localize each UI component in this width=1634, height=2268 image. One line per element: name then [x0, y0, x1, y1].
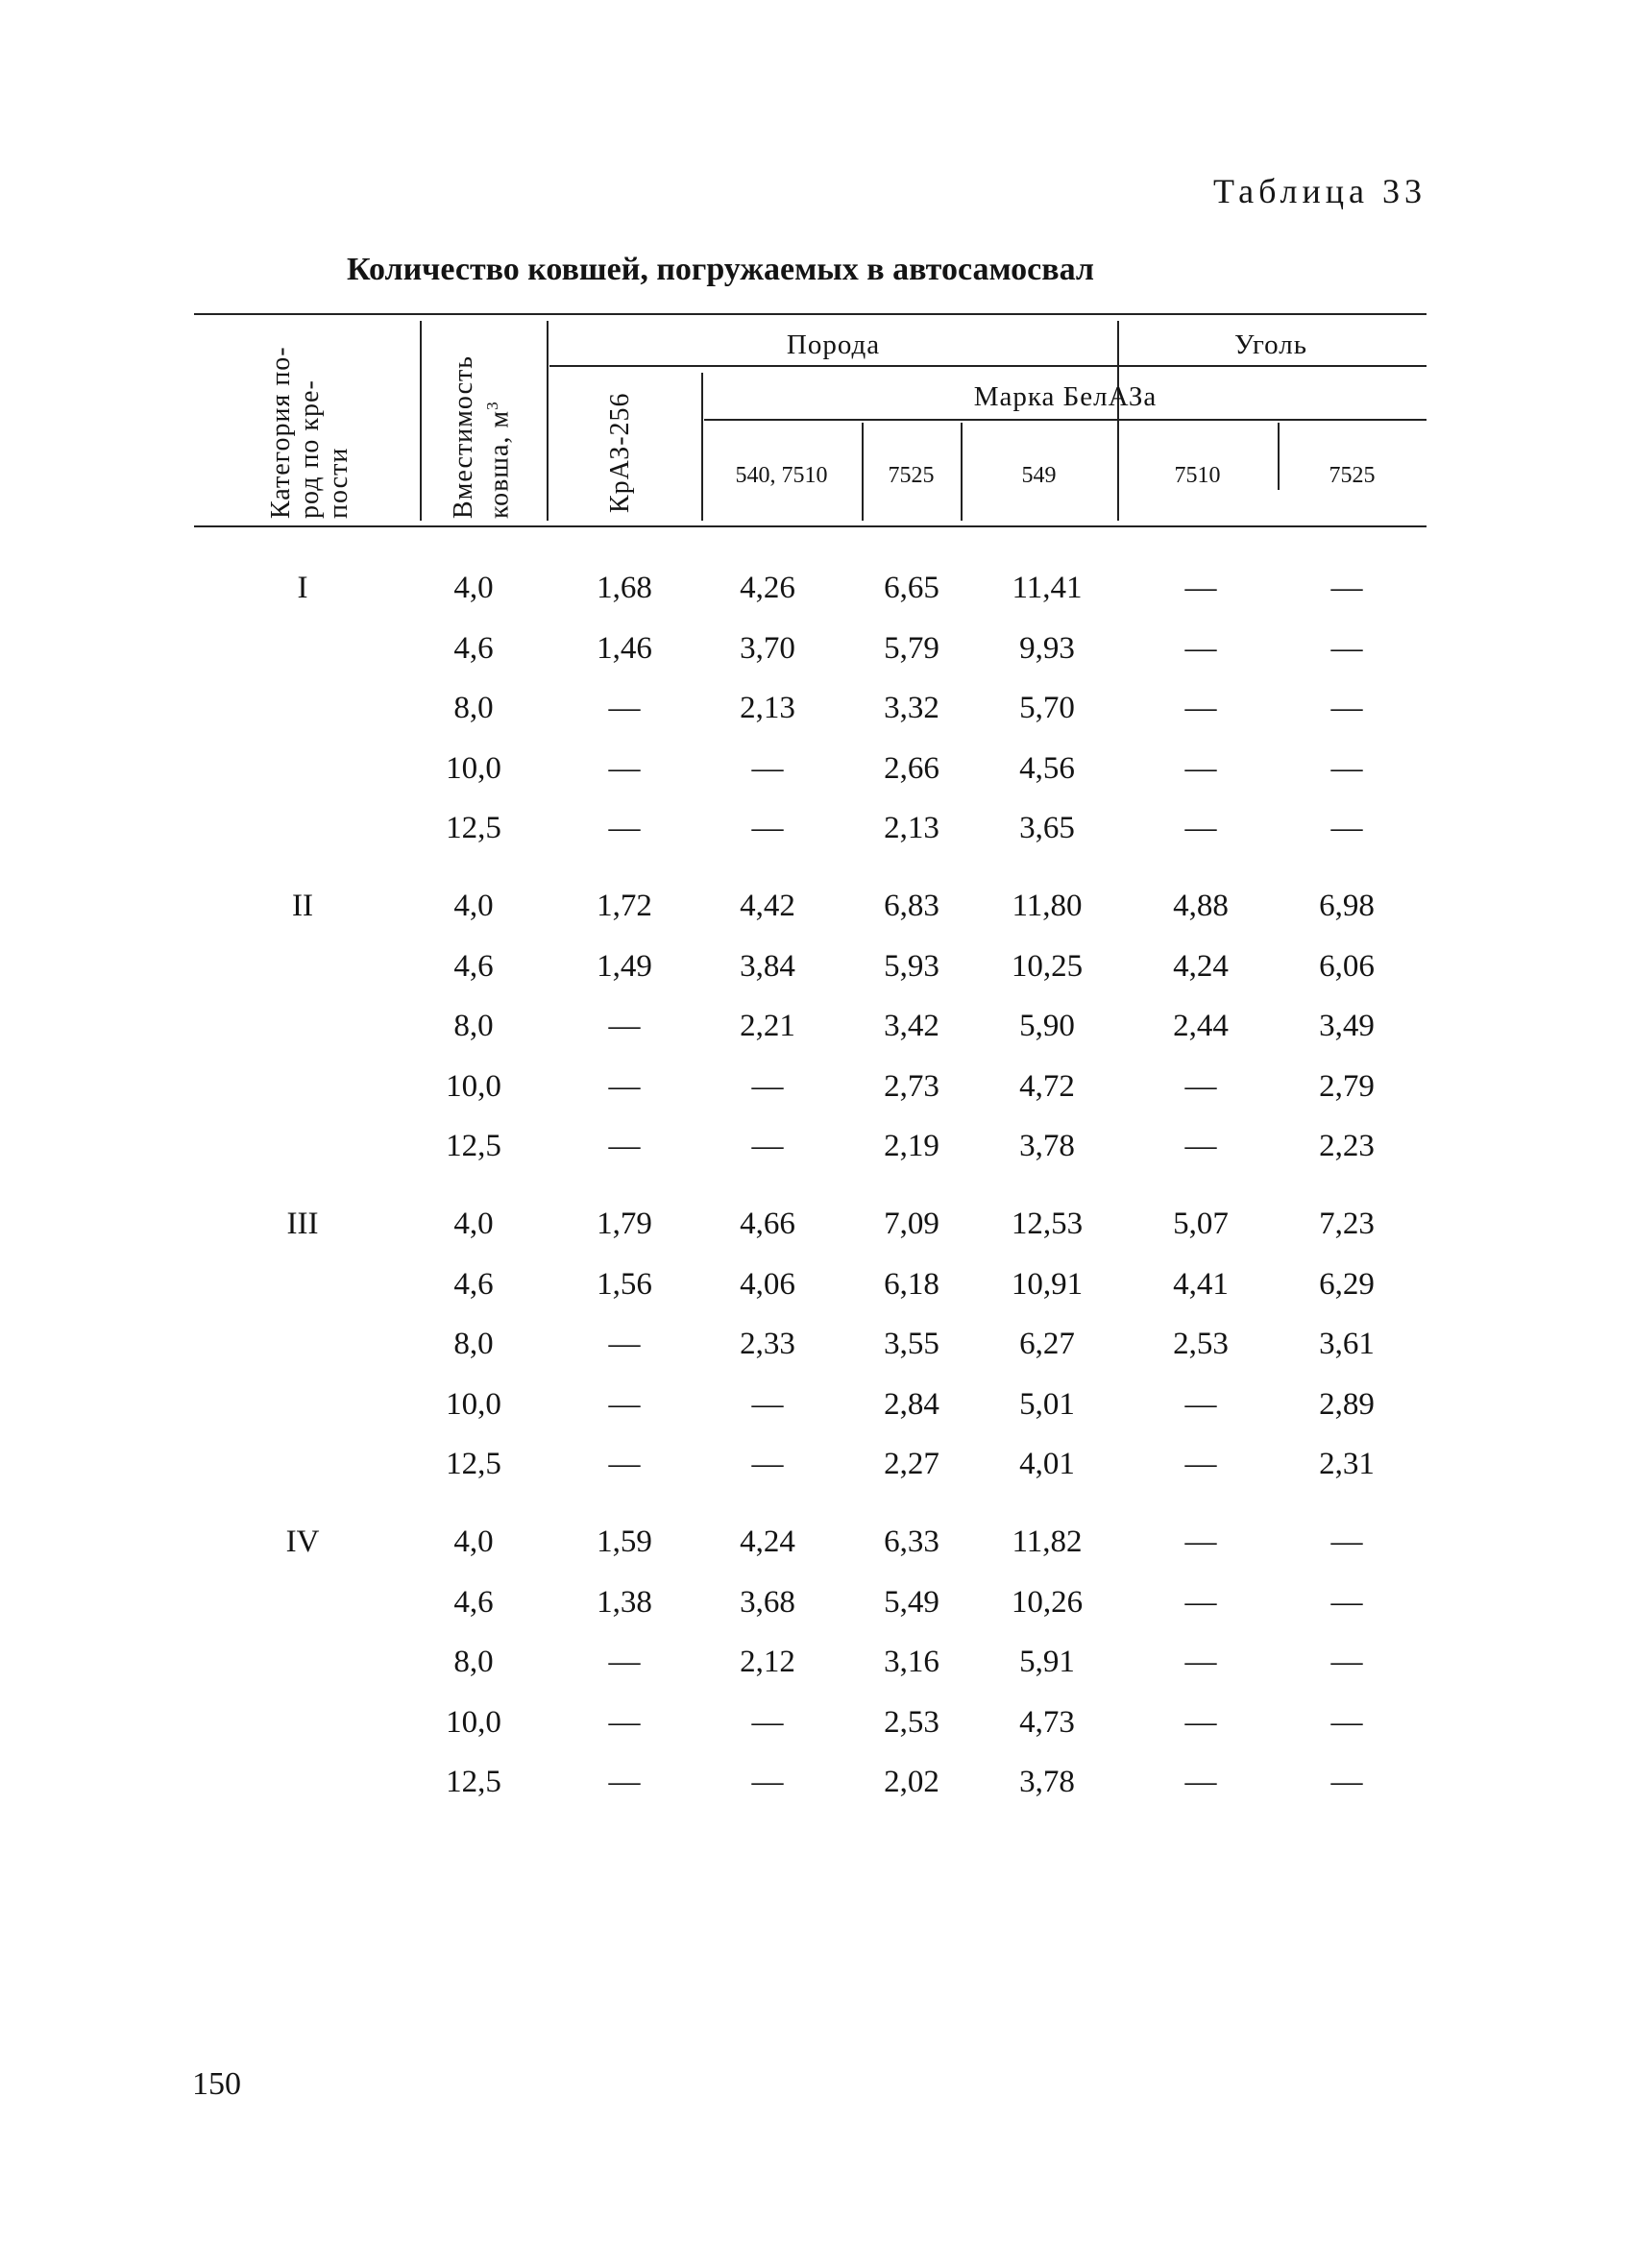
cell-belaz-549: 5,91 — [1019, 1645, 1075, 1680]
cell-belaz-549: 4,01 — [1019, 1447, 1075, 1482]
divider-capacity — [547, 321, 549, 521]
cell-coal-7510: 2,44 — [1173, 1009, 1229, 1044]
cell-kraz-256: 1,79 — [597, 1207, 652, 1241]
cell-belaz-549: 5,90 — [1019, 1009, 1075, 1044]
table-label: Таблица 33 — [1213, 172, 1427, 210]
cell-coal-7525: — — [1330, 1765, 1363, 1800]
cell-coal-7510: — — [1184, 1645, 1217, 1680]
cell-belaz-540-7510: — — [751, 1386, 784, 1422]
table-title: Количество ковшей, погружаемых в автосамосвал — [347, 252, 1094, 287]
cell-belaz-7525: 2,84 — [884, 1386, 939, 1422]
cell-belaz-540-7510: 3,70 — [740, 630, 795, 666]
cell-coal-7510: — — [1184, 691, 1217, 726]
table-top-rule — [194, 313, 1427, 315]
cell-kraz-256: — — [608, 691, 641, 726]
header-col-549: 549 — [1021, 463, 1057, 488]
cell-belaz-540-7510: 4,24 — [740, 1524, 795, 1559]
cell-belaz-549: 10,25 — [1011, 948, 1084, 984]
cell-belaz-549: 6,27 — [1019, 1327, 1075, 1362]
cell-belaz-540-7510: 3,84 — [740, 948, 795, 984]
cell-belaz-540-7510: 4,66 — [740, 1207, 795, 1241]
cell-belaz-540-7510: — — [751, 1447, 784, 1482]
cell-capacity: 12,5 — [446, 1765, 501, 1800]
cell-capacity: 4,0 — [453, 571, 494, 605]
header-capacity: Вместимость ковша, $м^3$ — [449, 354, 515, 519]
cell-capacity: 8,0 — [453, 1645, 494, 1680]
category-label: I — [297, 571, 308, 605]
cell-belaz-540-7510: — — [751, 1129, 784, 1164]
cell-kraz-256: — — [608, 1129, 641, 1164]
cell-belaz-549: 5,70 — [1019, 691, 1075, 726]
cell-belaz-549: 4,56 — [1019, 750, 1075, 786]
cell-belaz-549: 11,41 — [1012, 571, 1083, 605]
cell-capacity: 8,0 — [453, 1327, 494, 1362]
cell-coal-7510: — — [1184, 1068, 1217, 1104]
cell-belaz-540-7510: 2,13 — [740, 691, 795, 726]
cell-kraz-256: — — [608, 1327, 641, 1362]
header-col-540-7510: 540, 7510 — [735, 463, 828, 488]
header-coal: Уголь — [1234, 329, 1307, 360]
cell-belaz-7525: 5,93 — [884, 948, 939, 984]
cell-kraz-256: 1,38 — [597, 1584, 652, 1620]
cell-coal-7525: — — [1330, 630, 1363, 666]
header-category: Категория по- род по кре- пости — [266, 346, 354, 519]
cell-coal-7525: — — [1330, 691, 1363, 726]
cell-belaz-549: 11,80 — [1012, 889, 1083, 923]
cell-coal-7510: — — [1184, 571, 1217, 605]
cell-coal-7525: — — [1330, 1645, 1363, 1680]
cell-belaz-7525: 2,13 — [884, 811, 939, 846]
cell-belaz-540-7510: 2,33 — [740, 1327, 795, 1362]
cell-capacity: 4,0 — [453, 1207, 494, 1241]
cell-belaz-7525: 6,18 — [884, 1266, 939, 1302]
cell-belaz-549: 4,73 — [1019, 1704, 1075, 1740]
cell-belaz-549: 10,26 — [1011, 1584, 1084, 1620]
cell-coal-7510: 4,88 — [1173, 889, 1229, 923]
cell-coal-7510: — — [1184, 1584, 1217, 1620]
cell-coal-7510: 4,24 — [1173, 948, 1229, 984]
cell-capacity: 8,0 — [453, 1009, 494, 1044]
cell-belaz-7525: 6,83 — [884, 889, 939, 923]
cell-kraz-256: — — [608, 1386, 641, 1422]
cell-coal-7510: — — [1184, 630, 1217, 666]
cell-belaz-7525: 2,53 — [884, 1704, 939, 1740]
cell-coal-7525: — — [1330, 750, 1363, 786]
cell-kraz-256: — — [608, 1009, 641, 1044]
cell-kraz-256: 1,46 — [597, 630, 652, 666]
cell-coal-7525: 2,79 — [1319, 1068, 1375, 1104]
cell-capacity: 4,6 — [453, 1266, 494, 1302]
cell-coal-7525: — — [1330, 1524, 1363, 1559]
divider-category — [420, 321, 422, 521]
cell-coal-7510: — — [1184, 1704, 1217, 1740]
cell-belaz-7525: 3,16 — [884, 1645, 939, 1680]
cell-belaz-540-7510: 2,21 — [740, 1009, 795, 1044]
header-bottom-rule — [194, 525, 1427, 527]
cell-kraz-256: — — [608, 811, 641, 846]
category-label: IV — [285, 1524, 320, 1559]
cell-kraz-256: 1,56 — [597, 1266, 652, 1302]
cell-coal-7510: — — [1184, 1447, 1217, 1482]
header-kraz: КрАЗ-256 — [605, 392, 635, 513]
cell-capacity: 10,0 — [446, 750, 501, 786]
cell-coal-7510: — — [1184, 1386, 1217, 1422]
cell-coal-7525: 2,23 — [1319, 1129, 1375, 1164]
divider-kraz — [701, 373, 703, 521]
cell-belaz-7525: 7,09 — [884, 1207, 939, 1241]
cell-belaz-549: 3,78 — [1019, 1129, 1075, 1164]
cell-capacity: 12,5 — [446, 811, 501, 846]
cell-belaz-540-7510: 2,12 — [740, 1645, 795, 1680]
cell-kraz-256: — — [608, 1765, 641, 1800]
cell-coal-7525: 3,61 — [1319, 1327, 1375, 1362]
cell-belaz-549: 9,93 — [1019, 630, 1075, 666]
cell-coal-7525: — — [1330, 1584, 1363, 1620]
cell-belaz-7525: 6,33 — [884, 1524, 939, 1559]
cell-belaz-7525: 2,73 — [884, 1068, 939, 1104]
cell-belaz-549: 3,65 — [1019, 811, 1075, 846]
cell-belaz-7525: 3,55 — [884, 1327, 939, 1362]
cell-belaz-540-7510: — — [751, 1765, 784, 1800]
group-underline — [549, 365, 1427, 367]
cell-coal-7525: — — [1330, 571, 1363, 605]
cell-capacity: 4,0 — [453, 1524, 494, 1559]
cell-belaz-549: 4,72 — [1019, 1068, 1075, 1104]
cell-coal-7510: 2,53 — [1173, 1327, 1229, 1362]
cell-coal-7525: 6,98 — [1319, 889, 1375, 923]
cell-belaz-549: 5,01 — [1019, 1386, 1075, 1422]
cell-belaz-7525: 3,42 — [884, 1009, 939, 1044]
cell-kraz-256: — — [608, 1645, 641, 1680]
cell-coal-7525: 6,06 — [1319, 948, 1375, 984]
cell-kraz-256: — — [608, 750, 641, 786]
cell-coal-7525: — — [1330, 811, 1363, 846]
cell-belaz-540-7510: 4,26 — [740, 571, 795, 605]
cell-kraz-256: — — [608, 1068, 641, 1104]
cell-belaz-549: 11,82 — [1012, 1524, 1083, 1559]
cell-coal-7525: 7,23 — [1319, 1207, 1375, 1241]
header-coal-7510: 7510 — [1174, 463, 1221, 488]
cell-kraz-256: — — [608, 1447, 641, 1482]
cell-capacity: 12,5 — [446, 1447, 501, 1482]
cell-belaz-7525: 2,27 — [884, 1447, 939, 1482]
category-label: III — [286, 1207, 319, 1241]
cell-kraz-256: 1,68 — [597, 571, 652, 605]
cell-coal-7525: 3,49 — [1319, 1009, 1375, 1044]
cell-belaz-549: 12,53 — [1011, 1207, 1084, 1241]
header-rock: Порода — [786, 329, 881, 360]
cell-capacity: 4,6 — [453, 948, 494, 984]
cell-belaz-540-7510: 4,06 — [740, 1266, 795, 1302]
cell-coal-7510: 4,41 — [1173, 1266, 1229, 1302]
cell-belaz-540-7510: — — [751, 1704, 784, 1740]
brand-underline — [704, 419, 1427, 421]
page-number: 150 — [192, 2066, 241, 2102]
cell-coal-7510: — — [1184, 1765, 1217, 1800]
cell-belaz-540-7510: 4,42 — [740, 889, 795, 923]
cell-capacity: 4,6 — [453, 1584, 494, 1620]
cell-belaz-7525: 2,02 — [884, 1765, 939, 1800]
cell-belaz-549: 3,78 — [1019, 1765, 1075, 1800]
cell-belaz-7525: 6,65 — [884, 571, 939, 605]
cell-kraz-256: 1,72 — [597, 889, 652, 923]
header-coal-7525: 7525 — [1329, 463, 1376, 488]
cell-belaz-549: 10,91 — [1011, 1266, 1084, 1302]
cell-coal-7510: 5,07 — [1173, 1207, 1229, 1241]
cell-capacity: 8,0 — [453, 691, 494, 726]
cell-belaz-540-7510: — — [751, 750, 784, 786]
cell-belaz-7525: 2,66 — [884, 750, 939, 786]
cell-kraz-256: 1,49 — [597, 948, 652, 984]
cell-belaz-7525: 5,49 — [884, 1584, 939, 1620]
cell-belaz-7525: 5,79 — [884, 630, 939, 666]
cell-coal-7525: 2,31 — [1319, 1447, 1375, 1482]
cell-capacity: 4,0 — [453, 889, 494, 923]
cell-coal-7510: — — [1184, 1129, 1217, 1164]
cell-coal-7525: 6,29 — [1319, 1266, 1375, 1302]
cell-coal-7525: — — [1330, 1704, 1363, 1740]
category-label: II — [292, 889, 313, 923]
cell-capacity: 12,5 — [446, 1129, 501, 1164]
cell-belaz-7525: 3,32 — [884, 691, 939, 726]
cell-coal-7510: — — [1184, 1524, 1217, 1559]
header-belaz-brand: Марка БелАЗа — [973, 381, 1158, 412]
cell-kraz-256: 1,59 — [597, 1524, 652, 1559]
cell-belaz-540-7510: 3,68 — [740, 1584, 795, 1620]
cell-capacity: 4,6 — [453, 630, 494, 666]
header-col-7525: 7525 — [888, 463, 935, 488]
cell-capacity: 10,0 — [446, 1704, 501, 1740]
cell-belaz-540-7510: — — [751, 1068, 784, 1104]
cell-capacity: 10,0 — [446, 1068, 501, 1104]
cell-coal-7510: — — [1184, 811, 1217, 846]
cell-belaz-7525: 2,19 — [884, 1129, 939, 1164]
cell-capacity: 10,0 — [446, 1386, 501, 1422]
cell-coal-7525: 2,89 — [1319, 1386, 1375, 1422]
cell-coal-7510: — — [1184, 750, 1217, 786]
cell-kraz-256: — — [608, 1704, 641, 1740]
cell-belaz-540-7510: — — [751, 811, 784, 846]
